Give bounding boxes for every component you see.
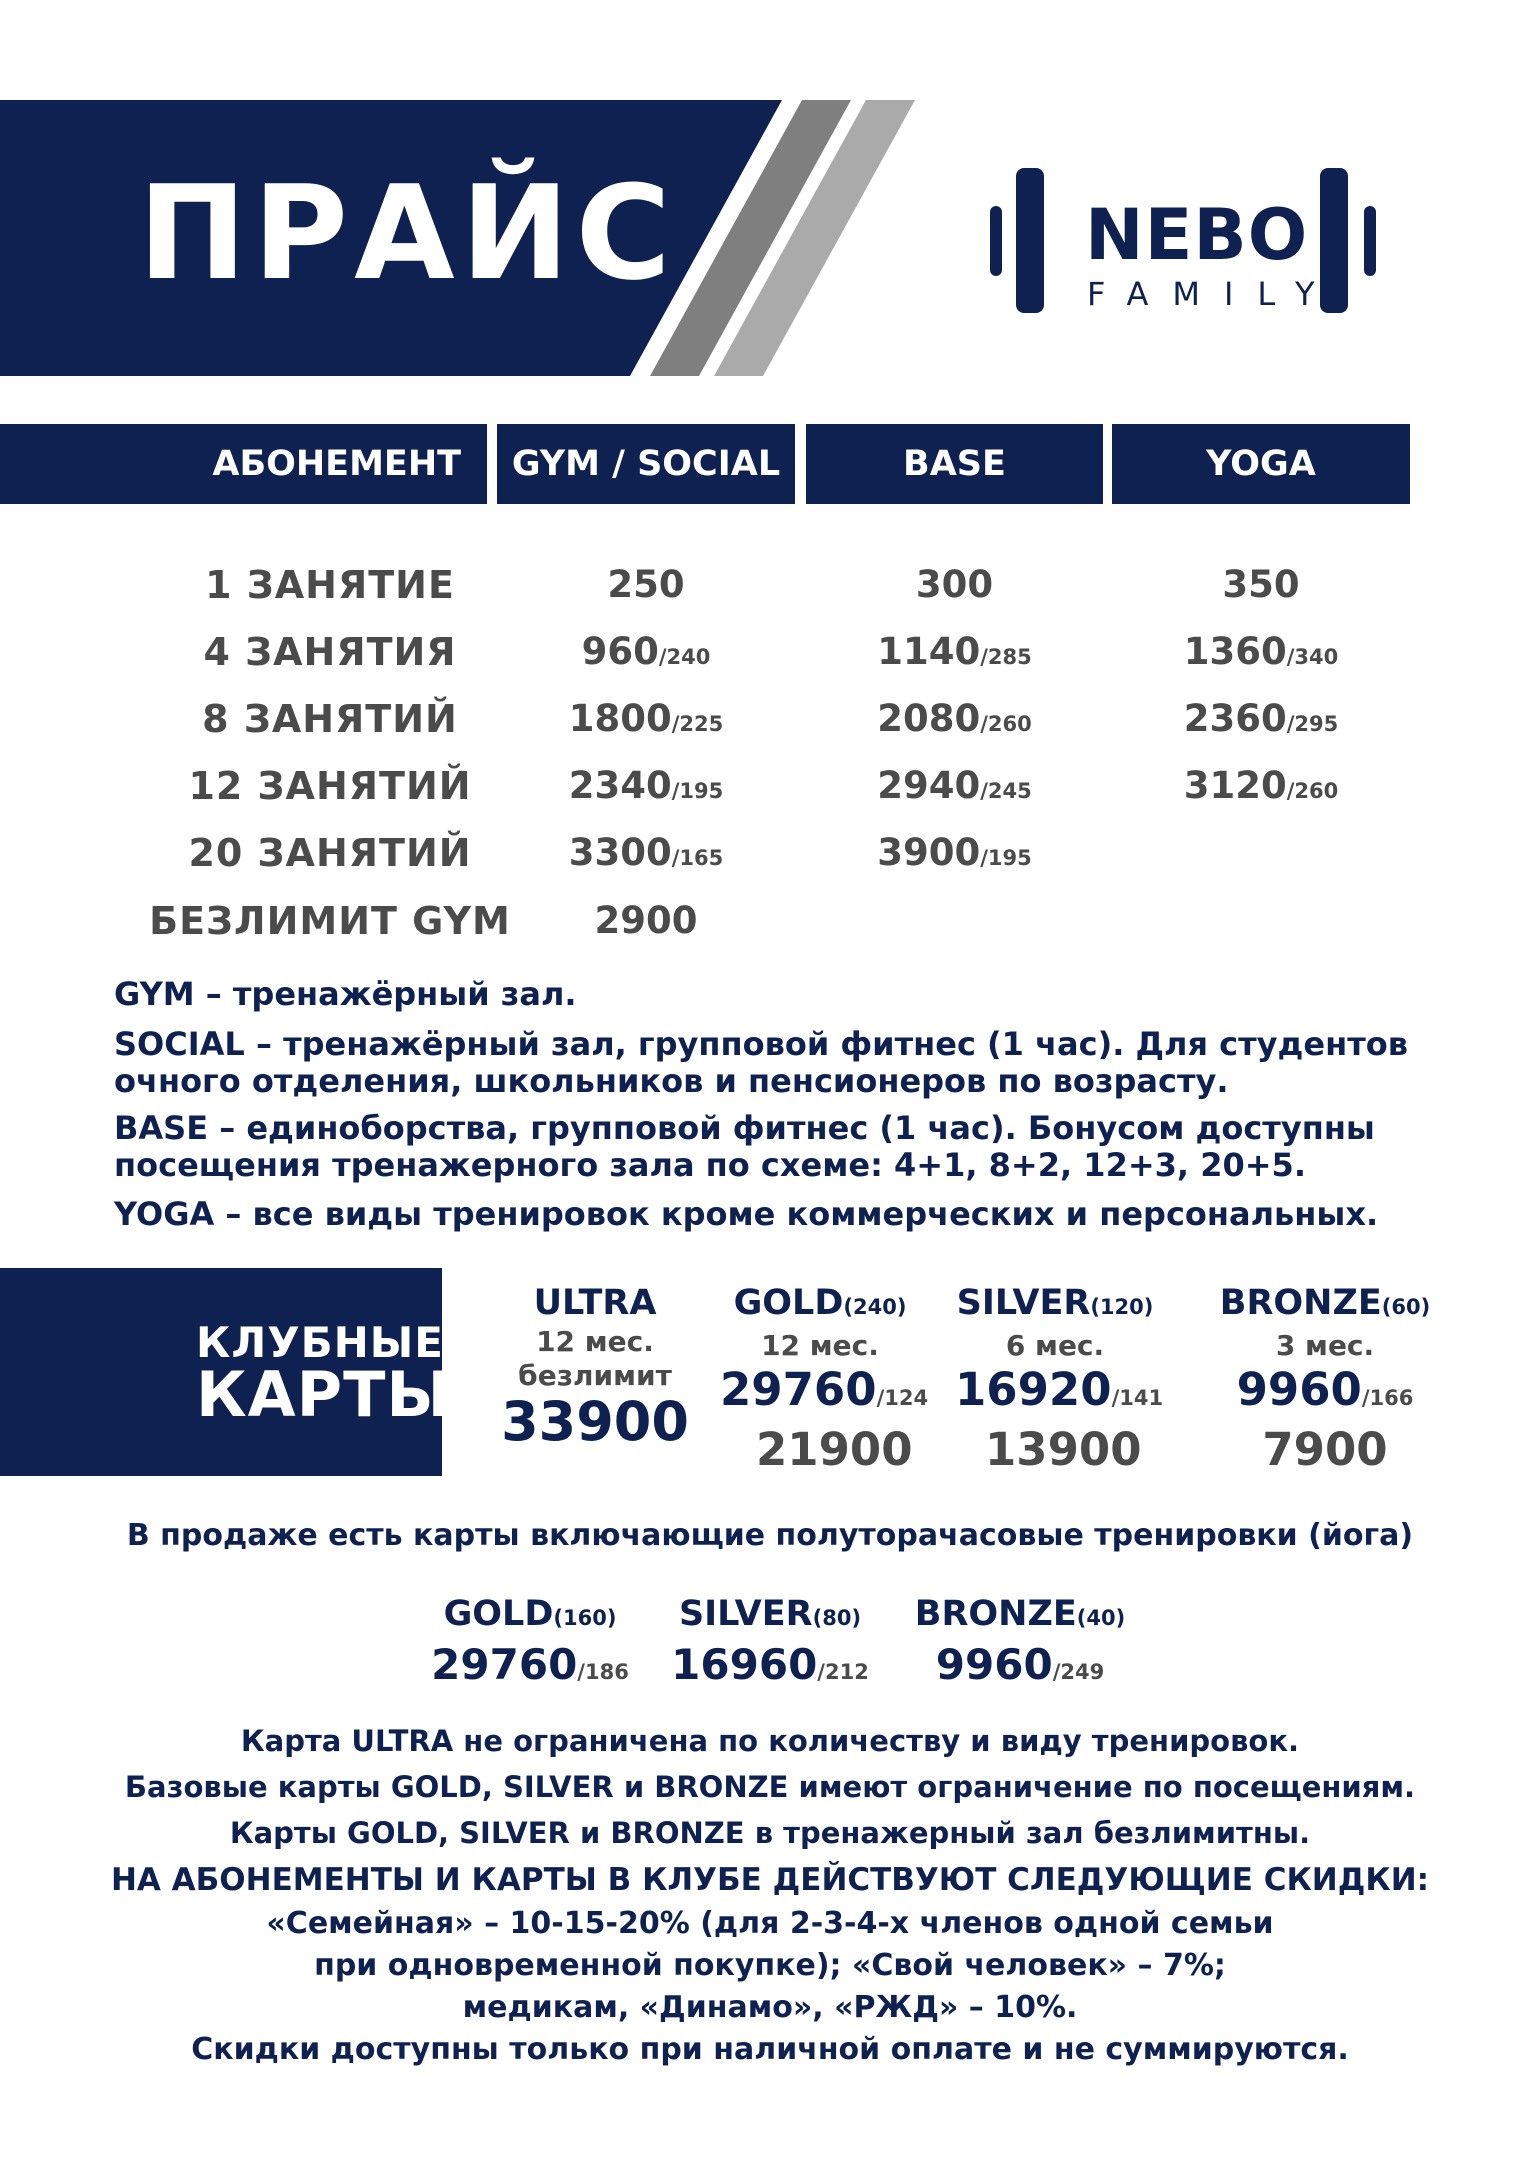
rule-line: Базовые карты GOLD, SILVER и BRONZE имеют ограничение по посещениям. <box>124 1770 1416 1804</box>
row-label: 8 ЗАНЯТИЙ <box>202 697 458 741</box>
row-label: БЕЗЛИМИТ GYM <box>149 899 511 943</box>
card-visits: (240) <box>843 1295 907 1319</box>
card-visits: (160) <box>553 1606 617 1630</box>
card-visits: (120) <box>1090 1295 1154 1319</box>
card-name: BRONZE <box>1219 1283 1382 1323</box>
page-title: ПРАЙС <box>138 157 677 309</box>
card-price: 9960 <box>935 1640 1053 1689</box>
card-per-visit: /141 <box>1111 1386 1164 1410</box>
note-base: BASE – единоборства, групповой фитнес (1 час). Бонусом доступны посещения тренажерного зала по схеме: 4+1, 8+2, 12+3, 20+5. <box>114 1109 1375 1184</box>
card-per-visit: /249 <box>1052 1660 1105 1684</box>
note-yoga: YOGA – все виды тренировок кроме коммерческих и персональных. <box>114 1195 1379 1233</box>
club-title-line2: КАРТЫ <box>196 1358 452 1431</box>
card-price: 9960 <box>1236 1363 1362 1416</box>
discount-line: медикам, «Динамо», «РЖД» – 10%. <box>462 1990 1078 2025</box>
price-cell <box>1112 896 1410 946</box>
price-cell: 960/240 <box>581 630 711 673</box>
row-label: 4 ЗАНЯТИЯ <box>203 630 457 674</box>
price-cell: 2900 <box>594 899 698 942</box>
card-term: 12 мес. <box>536 1325 654 1358</box>
card-visits: (60) <box>1381 1295 1431 1319</box>
card-price: 29760 <box>431 1640 578 1689</box>
row-label: 12 ЗАНЯТИЙ <box>188 764 472 808</box>
card-name: GOLD <box>733 1283 844 1323</box>
card-price: 16960 <box>671 1640 818 1689</box>
card-per-visit: /212 <box>817 1660 869 1684</box>
card-term: 12 мес. <box>761 1329 879 1362</box>
card-name: SILVER <box>678 1594 813 1634</box>
card-sale-price: 7900 <box>1262 1423 1388 1476</box>
card-name: SILVER <box>956 1283 1091 1323</box>
yoga-card-gold <box>420 1593 640 1698</box>
club-title-line1: КЛУБНЫЕ <box>196 1318 444 1367</box>
rule-line: Карта ULTRA не ограничена по количеству и виду тренировок. <box>240 1724 1300 1758</box>
price-cell: 350 <box>1222 563 1300 606</box>
yoga-card-bronze <box>900 1593 1140 1698</box>
card-visits: (80) <box>812 1606 862 1630</box>
table-header-yoga: YOGA <box>1112 424 1410 504</box>
card-bronze <box>1210 1282 1440 1476</box>
card-per-visit: /166 <box>1361 1386 1414 1410</box>
card-term: 6 мес. <box>1005 1329 1105 1362</box>
yoga-cards-intro: В продаже есть карты включающие полуторачасовые тренировки (йога) <box>126 1518 1414 1553</box>
table-header-subscription: АБОНЕМЕНТ <box>0 424 487 504</box>
card-extra: безлимит <box>518 1359 672 1392</box>
price-cell: 3120/260 <box>1183 764 1339 807</box>
discounts-title: НА АБОНЕМЕНТЫ И КАРТЫ В КЛУБЕ ДЕЙСТВУЮТ СЛЕДУЮЩИЕ СКИДКИ: <box>110 1862 1430 1898</box>
card-visits: (40) <box>1076 1606 1126 1630</box>
price-cell: 250 <box>607 563 685 606</box>
row-label: 1 ЗАНЯТИЕ <box>205 563 455 607</box>
card-per-visit: /124 <box>876 1386 929 1410</box>
row-label: 20 ЗАНЯТИЙ <box>188 831 472 875</box>
price-cell: 2080/260 <box>877 697 1032 740</box>
card-per-visit: /186 <box>577 1660 629 1684</box>
card-gold <box>720 1282 929 1476</box>
table-header-gym-social: GYM / SOCIAL <box>497 424 795 504</box>
price-cell: 1800/225 <box>568 697 724 740</box>
card-price: 33900 <box>501 1390 689 1453</box>
price-cell: 3300/165 <box>568 831 724 874</box>
discount-line: «Семейная» – 10-15-20% (для 2-3-4-х членов одной семьи <box>266 1906 1274 1941</box>
price-cell: 2940/245 <box>877 764 1032 807</box>
card-sale-price: 13900 <box>985 1423 1142 1476</box>
card-price: 29760 <box>720 1363 877 1416</box>
note-social: SOCIAL – тренажёрный зал, групповой фитнес (1 час). Для студентов очного отделения, школьников и пенсионеров по возрасту. <box>114 1025 1408 1100</box>
price-cell: 300 <box>915 563 994 606</box>
card-price: 16920 <box>955 1363 1112 1416</box>
rule-line: Карты GOLD, SILVER и BRONZE в тренажерный зал безлимитны. <box>229 1816 1311 1850</box>
card-term: 3 мес. <box>1275 1329 1375 1362</box>
note-gym: GYM – тренажёрный зал. <box>114 975 577 1013</box>
logo-subtitle: FAMILY <box>1087 275 1339 313</box>
card-name: ULTRA <box>533 1283 657 1323</box>
price-cell: 2360/295 <box>1183 697 1339 740</box>
card-sale-price: 21900 <box>756 1423 913 1476</box>
logo-brand: NEBO <box>1085 194 1309 276</box>
card-name: GOLD <box>443 1594 554 1634</box>
yoga-card-silver <box>665 1593 875 1698</box>
discount-line: Скидки доступны только при наличной оплате и не суммируются. <box>191 2032 1349 2067</box>
card-name: BRONZE <box>914 1594 1077 1634</box>
price-cell <box>1112 828 1410 878</box>
table-header-base: BASE <box>806 424 1103 504</box>
price-cell: 2340/195 <box>568 764 724 807</box>
price-cell: 1360/340 <box>1183 630 1339 673</box>
discount-line: при одновременной покупке); «Свой человек» – 7%; <box>314 1948 1226 1983</box>
price-cell <box>806 896 1103 946</box>
price-cell: 1140/285 <box>877 630 1032 673</box>
card-silver <box>955 1282 1164 1476</box>
card-ultra <box>480 1282 710 1452</box>
price-cell: 3900/195 <box>877 831 1032 874</box>
